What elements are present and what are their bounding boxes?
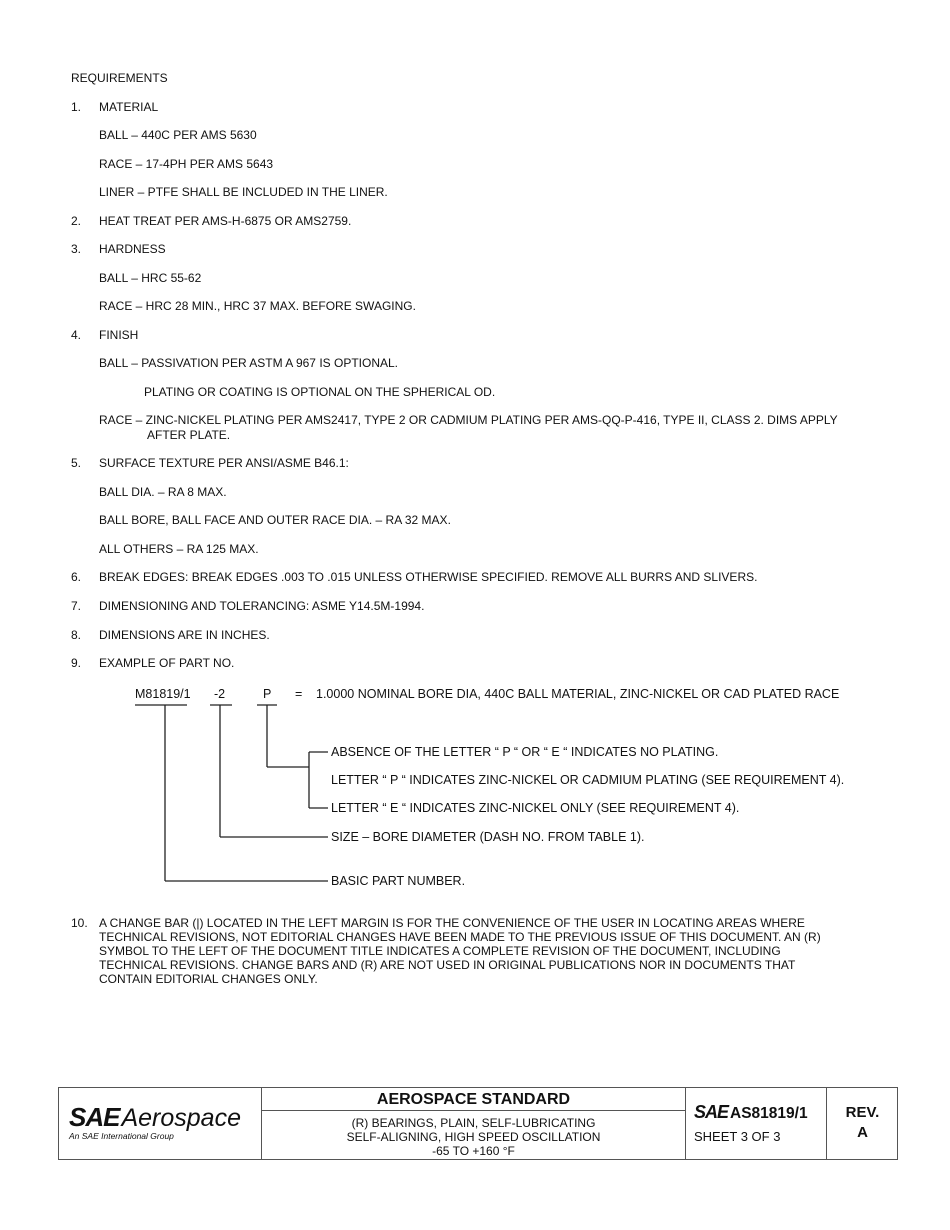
req-number: 10. xyxy=(71,916,88,930)
req-line: ALL OTHERS – RA 125 MAX. xyxy=(99,542,259,556)
part-basic-code: M81819/1 xyxy=(135,687,191,701)
req-number: 4. xyxy=(71,328,82,342)
title-cell xyxy=(261,1088,685,1159)
doc-number-text: AS81819/1 xyxy=(730,1105,808,1122)
req-number: 1. xyxy=(71,100,82,114)
req-number: 3. xyxy=(71,242,82,256)
req-number: 5. xyxy=(71,456,82,470)
req-number: 8. xyxy=(71,628,82,642)
req-part-example: EXAMPLE OF PART NO. xyxy=(99,656,235,670)
sheet-number: SHEET 3 OF 3 xyxy=(694,1129,781,1144)
part-dash-code: -2 xyxy=(214,687,226,701)
sae-aerospace-logo xyxy=(69,1102,241,1141)
document-number xyxy=(694,1102,808,1123)
logo-sae-text: SAE xyxy=(69,1102,120,1132)
subtitle-line: SELF-ALIGNING, HIGH SPEED OSCILLATION xyxy=(346,1130,601,1144)
req-number: 7. xyxy=(71,599,82,613)
subtitle-line: -65 TO +160 °F xyxy=(432,1144,515,1158)
note-line: SYMBOL TO THE LEFT OF THE DOCUMENT TITLE INDICATES A COMPLETE REVISION OF THE DOCUMENT, INCLUDING xyxy=(99,944,781,958)
req-material: MATERIAL xyxy=(99,100,159,114)
req-line: AFTER PLATE. xyxy=(147,428,231,442)
subtitle-line: (R) BEARINGS, PLAIN, SELF-LUBRICATING xyxy=(351,1116,596,1130)
callout-size: SIZE – BORE DIAMETER (DASH NO. FROM TABLE 1). xyxy=(331,830,645,844)
rev-label: REV. xyxy=(845,1104,880,1121)
req-line: BALL BORE, BALL FACE AND OUTER RACE DIA. – RA 32 MAX. xyxy=(99,513,451,527)
req-break-edges: BREAK EDGES: BREAK EDGES .003 TO .015 UNLESS OTHERWISE SPECIFIED. REMOVE ALL BURRS AND SLIVERS. xyxy=(99,570,758,584)
req-surface-texture: SURFACE TEXTURE PER ANSI/ASME B46.1: xyxy=(99,456,349,470)
callout-basic-part: BASIC PART NUMBER. xyxy=(331,874,466,888)
callout-letter-p: LETTER “ P “ INDICATES ZINC-NICKEL OR CADMIUM PLATING (SEE REQUIREMENT 4). xyxy=(331,773,845,787)
rev-value: A xyxy=(857,1124,868,1141)
logo-subtitle: An SAE International Group xyxy=(69,1131,174,1141)
part-equals: = xyxy=(295,687,303,701)
document-subtitle xyxy=(262,1116,685,1158)
req-dimensioning: DIMENSIONING AND TOLERANCING: ASME Y14.5M-1994. xyxy=(99,599,425,613)
revision xyxy=(827,1103,898,1143)
req-finish: FINISH xyxy=(99,328,139,342)
req-heat-treat: HEAT TREAT PER AMS-H-6875 OR AMS2759. xyxy=(99,214,352,228)
note-line: CONTAIN EDITORIAL CHANGES ONLY. xyxy=(99,972,318,986)
req-line: BALL – HRC 55-62 xyxy=(99,271,202,285)
callout-letter-e: LETTER “ E “ INDICATES ZINC-NICKEL ONLY (SEE REQUIREMENT 4). xyxy=(331,801,740,815)
req-number: 6. xyxy=(71,570,82,584)
section-title: REQUIREMENTS xyxy=(71,71,168,85)
req-line: RACE – ZINC-NICKEL PLATING PER AMS2417, TYPE 2 OR CADMIUM PLATING PER AMS-QQ-P-416, TYPE II, CLASS 2. DIMS APPLY xyxy=(99,413,838,427)
req-line: BALL – PASSIVATION PER ASTM A 967 IS OPTIONAL. xyxy=(99,356,399,370)
req-dimensions-units: DIMENSIONS ARE IN INCHES. xyxy=(99,628,270,642)
revision-cell xyxy=(826,1088,898,1159)
title-block xyxy=(58,1087,898,1160)
req-line: BALL DIA. – RA 8 MAX. xyxy=(99,485,227,499)
document-number-cell xyxy=(685,1088,826,1159)
part-letter-code: P xyxy=(263,687,272,701)
req-number: 9. xyxy=(71,656,82,670)
logo-aerospace-text: Aerospace xyxy=(121,1104,241,1132)
standard-title: AEROSPACE STANDARD xyxy=(262,1088,685,1111)
note-line: A CHANGE BAR (|) LOCATED IN THE LEFT MARGIN IS FOR THE CONVENIENCE OF THE USER IN LOCATING AREAS WHERE xyxy=(99,916,805,930)
req-line: RACE – HRC 28 MIN., HRC 37 MAX. BEFORE SWAGING. xyxy=(99,299,416,313)
req-line: BALL – 440C PER AMS 5630 xyxy=(99,128,257,142)
req-line: LINER – PTFE SHALL BE INCLUDED IN THE LINER. xyxy=(99,185,388,199)
req-line: PLATING OR COATING IS OPTIONAL ON THE SPHERICAL OD. xyxy=(144,385,496,399)
note-line: TECHNICAL REVISIONS, NOT EDITORIAL CHANGES HAVE BEEN MADE TO THE PREVIOUS ISSUE OF THIS DOCUMENT. AN (R) xyxy=(99,930,821,944)
callout-no-plating: ABSENCE OF THE LETTER “ P “ OR “ E “ INDICATES NO PLATING. xyxy=(331,745,719,759)
req-number: 2. xyxy=(71,214,82,228)
note-line: TECHNICAL REVISIONS. CHANGE BARS AND (R) ARE NOT USED IN ORIGINAL PUBLICATIONS NOR IN DOCUMENTS THAT xyxy=(99,958,796,972)
req-hardness: HARDNESS xyxy=(99,242,166,256)
req-line: RACE – 17-4PH PER AMS 5643 xyxy=(99,157,274,171)
sae-mini-logo: SAE xyxy=(694,1102,729,1122)
part-meaning: 1.0000 NOMINAL BORE DIA, 440C BALL MATERIAL, ZINC-NICKEL OR CAD PLATED RACE xyxy=(316,687,840,701)
